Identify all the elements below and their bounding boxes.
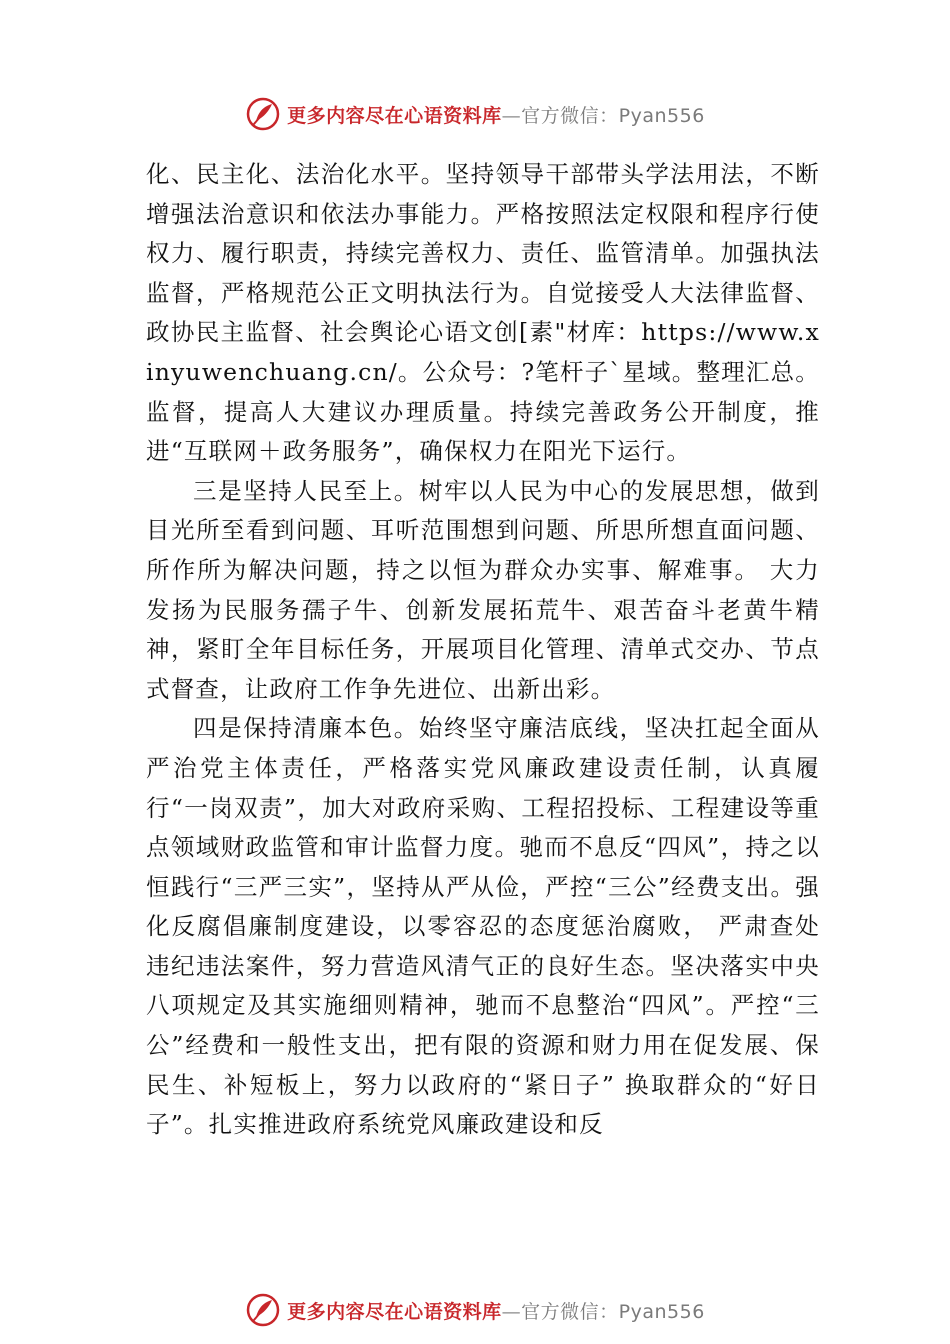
- banner-wechat-text: 官方微信：Pyan556: [521, 104, 705, 127]
- brand-logo-icon: [245, 96, 281, 132]
- banner-separator: —: [501, 104, 522, 127]
- banner-wechat-text: 官方微信：Pyan556: [521, 1300, 705, 1323]
- footer-banner: [0, 1288, 950, 1332]
- paragraph-people-first: 三是坚持人民至上。树牢以人民为中心的发展思想，做到目光所至看到问题、耳听范围想到问题、所思所想直面问题、所作所为解决问题，持之以恒为群众办实事、解难事。 大力发扬为民服务孺子牛、创新发展拓荒牛、艰苦奋斗老黄牛精神，紧盯全年目标任务，开展项目化管理、清单式交办、节点式督查，让政府工作争先进位、出新出彩。: [146, 476, 820, 703]
- banner-brand-text: 更多内容尽在心语资料库: [287, 104, 502, 127]
- banner-text: [287, 101, 705, 128]
- paragraph-continued: 化、民主化、法治化水平。坚持领导干部带头学法用法，不断增强法治意识和依法办事能力。严格按照法定权限和程序行使权力、履行职责，持续完善权力、责任、监管清单。加强执法监督，严格规范公正文明执法行为。自觉接受人大法律监督、政协民主监督、社会舆论心语文创[素"材库：https://www.xinyuwenchuang.cn/。公众号：?笔杆子`星域。整理汇总。监督，提高人大建议办理质量。持续完善政务公开制度，推进“互联网＋政务服务”，确保权力在阳光下运行。: [146, 160, 820, 466]
- document-body: [146, 155, 820, 1145]
- paragraph-integrity: 四是保持清廉本色。始终坚守廉洁底线，坚决扛起全面从严治党主体责任，严格落实党风廉政建设责任制，认真履行“一岗双责”，加大对政府采购、工程招投标、工程建设等重点领域财政监管和审计监督力度。驰而不息反“四风”，持之以恒践行“三严三实”，坚持从严从俭，严控“三公”经费支出。强化反腐倡廉制度建设，以零容忍的态度惩治腐败， 严肃查处违纪违法案件，努力营造风清气正的良好生态。坚决落实中央八项规定及其实施细则精神，驰而不息整治“四风”。严控“三公”经费和一般性支出，把有限的资源和财力用在促发展、保民生、补短板上，努力以政府的“紧日子” 换取群众的“好日子”。扎实推进政府系统党风廉政建设和反: [146, 714, 820, 1139]
- header-banner: [0, 92, 950, 136]
- banner-text: [287, 1297, 705, 1324]
- banner-separator: —: [501, 1300, 522, 1323]
- brand-logo-icon: [245, 1292, 281, 1328]
- banner-brand-text: 更多内容尽在心语资料库: [287, 1300, 502, 1323]
